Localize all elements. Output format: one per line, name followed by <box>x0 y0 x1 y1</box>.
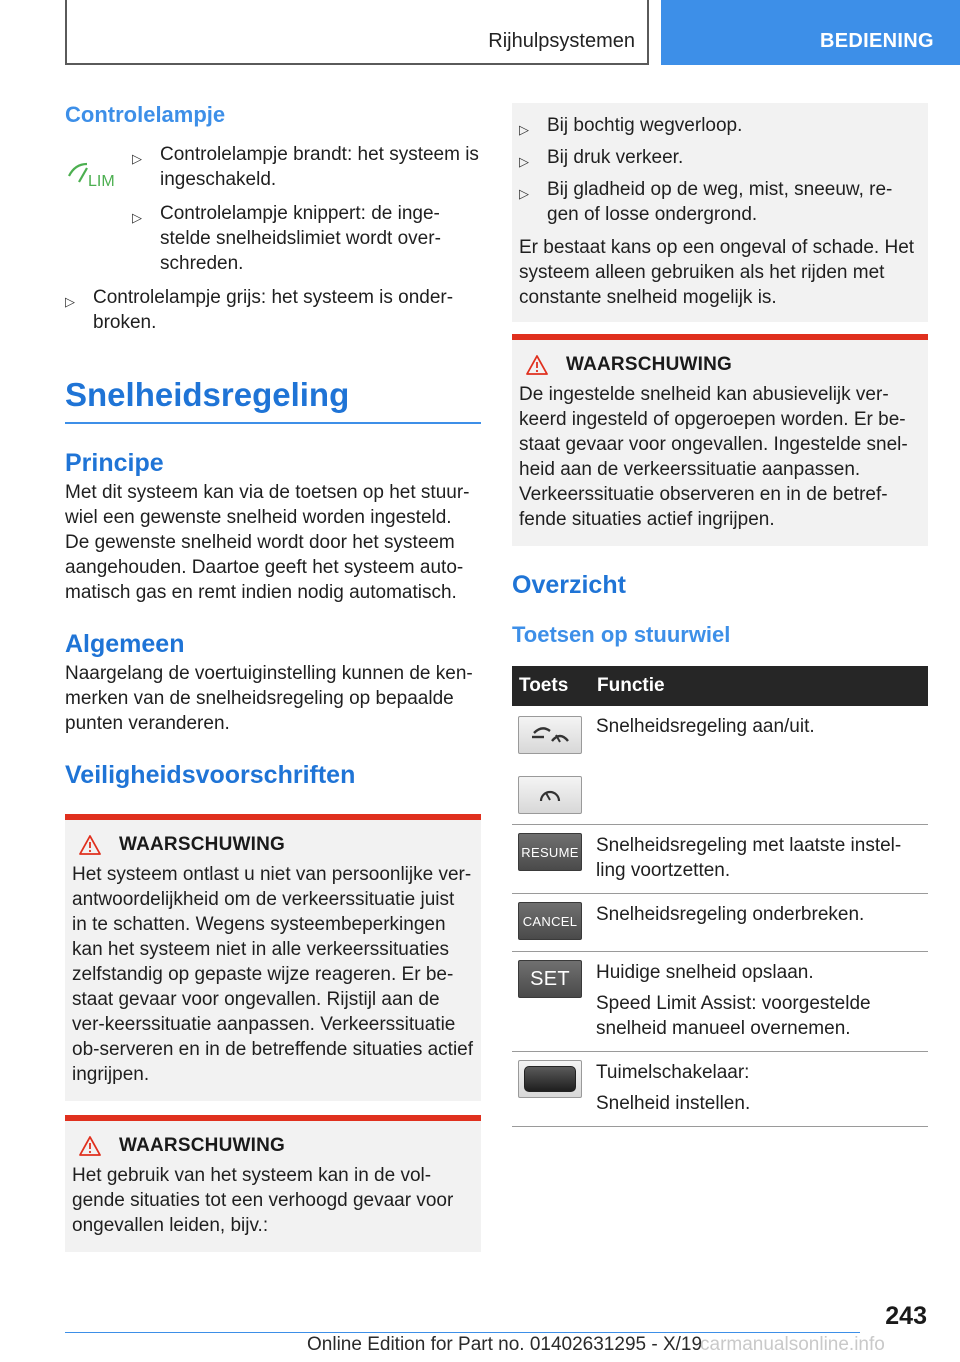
triangle-bullet-icon: ▷ <box>519 154 529 169</box>
indicator-label: LIM <box>88 173 115 188</box>
indicator-block <box>65 142 481 276</box>
triangle-bullet-icon: ▷ <box>65 294 75 309</box>
warning-title-text: WAARSCHUWING <box>566 354 732 375</box>
func-text: Snelheidsregeling met laatste instel-ling voortzetten. <box>596 835 902 881</box>
page-number: 243 <box>885 1302 927 1330</box>
bullet-text: Controlelampje brandt: het systeem is ingeschakeld. <box>160 144 479 190</box>
func-cell <box>590 894 928 952</box>
triangle-bullet-icon: ▷ <box>519 122 529 137</box>
table-row <box>512 1052 928 1127</box>
func-text-secondary: Snelheid instellen. <box>596 1093 751 1114</box>
func-text: Tuimelschakelaar: <box>596 1062 750 1083</box>
table-row <box>512 952 928 1052</box>
key-cell <box>512 825 590 894</box>
warning-box <box>65 1115 481 1252</box>
heading-overzicht: Overzicht <box>512 571 626 599</box>
func-cell <box>590 952 928 1052</box>
warning-title <box>79 1135 474 1157</box>
func-text-secondary: Speed Limit Assist: voorgestelde snelheid manueel overnemen. <box>596 993 871 1039</box>
heading-principe: Principe <box>65 449 164 477</box>
warning-triangle-icon <box>79 1136 101 1156</box>
warning-title <box>79 834 474 856</box>
heading-algemeen: Algemeen <box>65 630 185 658</box>
warning-continued-text: Er bestaat kans op een ongeval of schade. Het systeem alleen gebruiken als het rijden met constante snelheid mogelijk is. <box>519 237 915 308</box>
footer-edition: Online Edition for Part no. 01402631295 - X/19 <box>307 1334 703 1355</box>
header-section: BEDIENING <box>820 30 934 52</box>
warning-box <box>512 334 928 546</box>
key-cell <box>512 706 590 825</box>
principe-text: Met dit systeem kan via de toetsen op het stuur-wiel een gewenste snelheid worden ingesteld. De gewenste snelheid wordt door het systeem aangehouden. Daartoe geeft het systeem auto-matisch gas en remt indien nodig automatisch. <box>65 482 470 603</box>
speed-limit-indicator-icon <box>65 158 121 188</box>
cruise-onoff-alt-key-icon <box>518 776 582 814</box>
key-cell <box>512 1052 590 1127</box>
heading-veiligheidsvoorschriften: Veiligheidsvoorschriften <box>65 761 356 789</box>
footer-watermark: carmanualsonline.info <box>700 1334 885 1355</box>
left-column <box>65 100 481 1252</box>
bullet-item <box>519 113 921 138</box>
heading-snelheidsregeling: Snelheidsregeling <box>65 376 350 413</box>
rocker-switch-key-icon <box>518 1060 582 1098</box>
triangle-bullet-icon: ▷ <box>132 151 142 166</box>
bullet-item <box>519 177 921 227</box>
right-column <box>512 103 928 1127</box>
table-header-row <box>512 666 928 706</box>
func-text: Snelheidsregeling onderbreken. <box>596 904 865 925</box>
bullet-text: Bij gladheid op de weg, mist, sneeuw, re-gen of losse ondergrond. <box>547 179 893 225</box>
warning-text: De ingestelde snelheid kan abusievelijk ver-keerd ingesteld of opgeroepen worden. Er be-staat gevaar voor ongevallen. Ingestelde snel-heid aan de verkeerssituatie aanpassen. Verkeerssituatie observeren en in de betref-fende situaties actief ingrijpen. <box>519 384 908 530</box>
bullet-item <box>519 145 921 170</box>
col-header-toets: Toets <box>512 666 590 706</box>
warning-triangle-icon <box>79 835 101 855</box>
func-text: Snelheidsregeling aan/uit. <box>596 716 815 737</box>
warning-continued-box <box>512 103 928 322</box>
key-cell <box>512 952 590 1052</box>
heading-rule <box>65 422 481 424</box>
func-cell <box>590 825 928 894</box>
warning-text: Het systeem ontlast u niet van persoonlijke ver-antwoordelijkheid om de verkeerssituatie juist in te schatten. Wegens systeembeperkingen kan het systeem niet in alle verkeerssituaties zelfstandig op gepaste wijze reageren. Er be-staat gevaar voor ongevallen. Rijstijl aan de ver-keerssituatie aanpassen. Verkeerssituatie ob-serveren en in de betreffende situaties actief ingrijpen. <box>72 864 474 1085</box>
header-title-box <box>65 0 649 65</box>
triangle-bullet-icon: ▷ <box>132 210 142 225</box>
bullet-text: Bij druk verkeer. <box>547 147 684 168</box>
warning-title <box>526 354 921 376</box>
table-row <box>512 825 928 894</box>
resume-key-icon: RESUME <box>518 833 582 871</box>
func-text: Huidige snelheid opslaan. <box>596 962 814 983</box>
steering-keys-table <box>512 666 928 1127</box>
key-cell <box>512 894 590 952</box>
set-key-icon: SET <box>518 960 582 998</box>
warning-triangle-icon <box>526 355 548 375</box>
warning-text: Het gebruik van het systeem kan in de vol-gende situaties tot een verhoogd gevaar voor ongevallen leiden, bijv.: <box>72 1165 454 1236</box>
bullet-text: Bij bochtig wegverloop. <box>547 115 743 136</box>
algemeen-text: Naargelang de voertuiginstelling kunnen de ken-merken van de snelheidsregeling op bepaalde punten veranderen. <box>65 663 473 734</box>
bullet-text: Controlelampje knippert: de inge-stelde snelheidslimiet wordt over-schreden. <box>160 203 441 274</box>
func-cell <box>590 706 928 825</box>
header-title: Rijhulpsystemen <box>488 30 635 52</box>
bullet-item <box>65 285 481 335</box>
cancel-key-icon: CANCEL <box>518 902 582 940</box>
heading-controlelampje: Controlelampje <box>65 102 226 127</box>
table-row <box>512 706 928 825</box>
table-row <box>512 894 928 952</box>
heading-toetsen: Toetsen op stuurwiel <box>512 622 731 647</box>
footer-rule <box>65 1332 860 1333</box>
warning-title-text: WAARSCHUWING <box>119 834 285 855</box>
col-header-functie: Functie <box>590 666 928 706</box>
bullet-item <box>132 201 481 276</box>
triangle-bullet-icon: ▷ <box>519 186 529 201</box>
bullet-text: Controlelampje grijs: het systeem is onder-broken. <box>93 287 454 333</box>
func-cell <box>590 1052 928 1127</box>
header-section-box <box>661 0 960 65</box>
bullet-item <box>132 142 481 192</box>
warning-box <box>65 814 481 1101</box>
warning-title-text: WAARSCHUWING <box>119 1135 285 1156</box>
cruise-onoff-key-icon <box>518 716 582 754</box>
